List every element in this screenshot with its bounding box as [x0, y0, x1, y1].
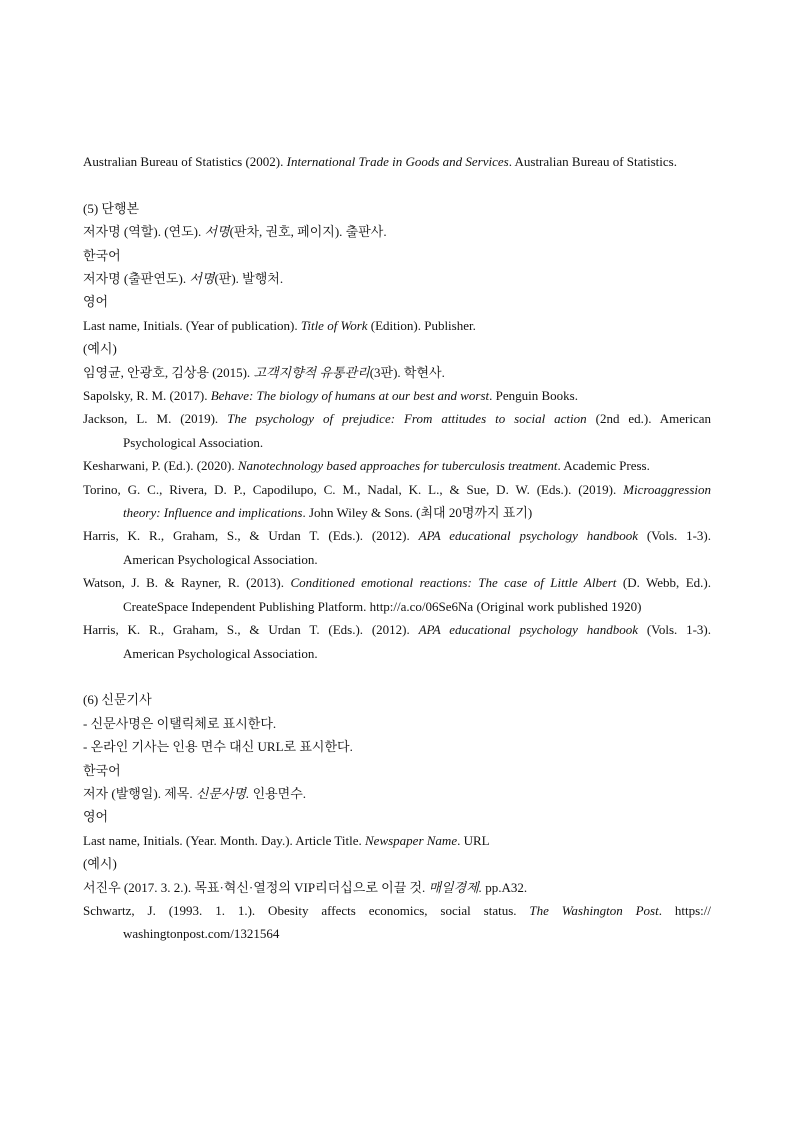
ref-text: Kesharwani, P. (Ed.). (2020).	[83, 458, 238, 474]
ref-title: 매일경제.	[428, 879, 483, 895]
korean-label: 한국어	[83, 762, 121, 778]
ref-title: Microaggression	[623, 481, 711, 497]
ref-title: The psychology of prejudice: From attitudes to social action	[227, 411, 587, 427]
ref-text: 서진우 (2017. 3. 2.). 목표·혁신·열정의 VIP리더십으로 이끌 것.	[83, 879, 429, 895]
document-page	[83, 150, 711, 946]
ref-text: Torino, G. C., Rivera, D. P., Capodilupo, C. M., Nadal, K. L., & Sue, D. W. (Eds.). (2019).	[83, 481, 624, 497]
ref-line	[83, 618, 711, 641]
ref-title: theory: Influence and implications	[123, 505, 303, 521]
example-reference	[83, 407, 711, 454]
english-label: 영어	[83, 809, 109, 825]
section-heading: (5) 단행본	[83, 200, 140, 216]
ref-title: Conditioned emotional reactions: The case of Little Albert	[290, 575, 617, 591]
format-title: 신문사명.	[195, 785, 250, 801]
ref-text: . Penguin Books.	[489, 388, 578, 404]
example-label: (예시)	[83, 341, 117, 357]
example-reference	[83, 384, 711, 407]
ref-text: 임영균, 안광호, 김상용 (2015).	[83, 364, 254, 380]
ref-line	[83, 478, 711, 501]
ref-line	[83, 922, 711, 945]
format-korean	[83, 267, 711, 290]
ref-text: Harris, K. R., Graham, S., & Urdan T. (Eds.). (2012).	[83, 622, 419, 638]
ref-text: . John Wiley & Sons. (최대 20명까지 표기)	[302, 505, 533, 521]
format-text: 저자 (발행일). 제목.	[83, 785, 196, 801]
format-text: . URL	[457, 832, 490, 848]
format-english	[83, 829, 711, 852]
ref-text: Sapolsky, R. M. (2017).	[83, 388, 211, 404]
format-english	[83, 314, 711, 337]
example-reference	[83, 524, 711, 571]
ref-line	[83, 571, 711, 594]
ref-title: 고객지향적 유통관리	[253, 364, 370, 380]
english-label: 영어	[83, 294, 109, 310]
ref-text: . https://	[658, 902, 711, 918]
ref-line	[83, 595, 711, 618]
format-text: (판차, 권호, 페이지). 출판사.	[229, 224, 387, 240]
spacer	[83, 173, 711, 196]
ref-title: The Washington Post	[529, 902, 659, 918]
example-label: (예시)	[83, 856, 117, 872]
ref-title: International Trade in Goods and Services	[286, 154, 509, 169]
ref-text: Australian Bureau of Statistics (2002).	[83, 154, 287, 169]
format-text: Last name, Initials. (Year. Month. Day.). Article Title.	[83, 832, 366, 848]
example-reference	[83, 454, 711, 477]
ref-line	[83, 548, 711, 571]
format-text: (Edition). Publisher.	[367, 317, 476, 333]
ref-line	[83, 642, 711, 665]
ref-title: APA educational psychology handbook	[418, 622, 639, 638]
intro-reference	[83, 150, 711, 173]
korean-label: 한국어	[83, 247, 121, 263]
format-korean	[83, 782, 711, 805]
ref-text: (3판). 학현사.	[369, 364, 445, 380]
ref-line	[83, 501, 711, 524]
ref-line	[83, 431, 711, 454]
format-title: Title of Work	[300, 317, 368, 333]
example-reference	[83, 361, 711, 384]
format-text: Last name, Initials. (Year of publication).	[83, 317, 301, 333]
ref-text: CreateSpace Independent Publishing Platform. http://a.co/06Se6Na (Original work published 1920)	[123, 598, 642, 614]
ref-text: . Australian Bureau of Statistics.	[508, 154, 677, 169]
format-title: 서명	[189, 271, 215, 287]
section-heading: (6) 신문기사	[83, 692, 152, 708]
ref-text: American Psychological Association.	[123, 551, 318, 567]
ref-line	[83, 899, 711, 922]
note: - 온라인 기사는 인용 면수 대신 URL로 표시한다.	[83, 739, 353, 755]
ref-text: Jackson, L. M. (2019).	[83, 411, 228, 427]
ref-title: Nanotechnology based approaches for tuberculosis treatment	[237, 458, 558, 474]
ref-text: (Vols. 1-3).	[638, 622, 712, 638]
example-reference	[83, 876, 711, 899]
format-text: 인용면수.	[249, 785, 307, 801]
spacer	[83, 665, 711, 688]
format-title: Newspaper Name	[365, 832, 458, 848]
example-reference	[83, 618, 711, 665]
ref-text: (2nd ed.). American	[586, 411, 711, 427]
ref-text: pp.A32.	[482, 879, 528, 895]
format-generic	[83, 220, 711, 243]
note: - 신문사명은 이탤릭체로 표시한다.	[83, 715, 277, 731]
ref-text: (D. Webb, Ed.).	[616, 575, 711, 591]
example-reference	[83, 899, 711, 946]
format-text: 저자명 (출판연도).	[83, 271, 190, 287]
format-text: (판). 발행처.	[214, 271, 284, 287]
example-reference	[83, 571, 711, 618]
ref-text: Schwartz, J. (1993. 1. 1.). Obesity affects economics, social status.	[83, 902, 530, 918]
ref-line	[83, 524, 711, 547]
example-reference	[83, 478, 711, 525]
ref-text: . Academic Press.	[557, 458, 650, 474]
format-text: 저자명 (역할). (연도).	[83, 224, 205, 240]
ref-text: (Vols. 1-3).	[638, 528, 712, 544]
ref-text: Psychological Association.	[123, 434, 264, 450]
format-title: 서명	[204, 224, 230, 240]
ref-text: American Psychological Association.	[123, 645, 318, 661]
ref-title: APA educational psychology handbook	[418, 528, 639, 544]
ref-text: Harris, K. R., Graham, S., & Urdan T. (Eds.). (2012).	[83, 528, 419, 544]
ref-text: Watson, J. B. & Rayner, R. (2013).	[83, 575, 291, 591]
ref-line	[83, 407, 711, 430]
ref-text: washingtonpost.com/1321564	[123, 926, 280, 942]
ref-title: Behave: The biology of humans at our best and worst	[210, 388, 490, 404]
